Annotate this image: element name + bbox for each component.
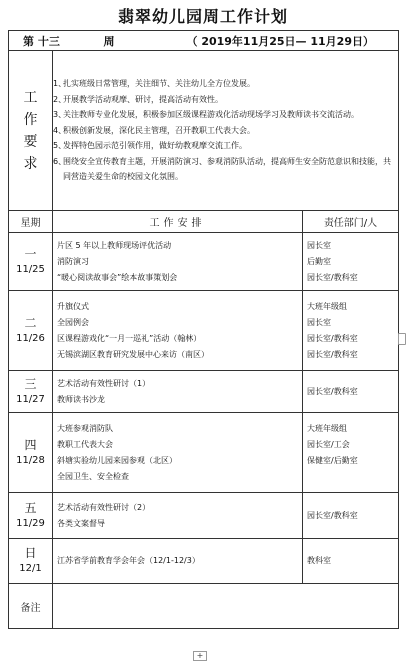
department-cell [303,371,399,413]
day-cell [9,291,53,371]
department-item [307,469,398,485]
requirements-label [9,51,53,211]
department-item: 园长室 [307,317,331,327]
day-date: 11/26 [16,332,45,344]
department-item: 大班年级组 [307,301,347,311]
requirement-number: 2、 [53,94,67,104]
department-item: 园长室/教科室 [307,510,358,520]
activity-item: 片区 5 年以上教师现场评优活动 [57,240,172,250]
requirements-label-char: 作 [23,111,38,128]
activity-item: 斜塘实验幼儿园来园参观（北区） [57,455,177,465]
department-cell [303,233,399,291]
table-resize-handle[interactable]: + [193,651,207,661]
day-row [9,493,399,539]
day-date: 11/28 [16,454,45,466]
requirement-number: 5、 [53,141,67,151]
activity-item: 全园例会 [57,317,89,327]
day-name: 四 [24,437,37,452]
activity-item: 江苏省学前教育学会年会（12/1-12/3） [57,556,200,565]
day-date: 11/25 [16,263,45,275]
department-item: 大班年级组 [307,423,347,433]
requirement-item [53,76,394,92]
activity-item: 升旗仪式 [57,301,89,311]
requirement-item [53,92,394,108]
note-label: 备注 [9,584,53,629]
week-number: 十三 [37,34,60,48]
requirement-text: 关注教师专业化发展，积极参加区级课程游戏化活动现场学习及教师读书交流活动。 [63,110,359,120]
activity-item: “暖心阅读故事会”绘本故事策划会 [57,272,178,282]
department-cell [303,413,399,493]
department-item: 教科室 [307,556,331,565]
requirement-text: 开展教学活动观摩、研讨，提高活动有效性。 [63,94,223,104]
requirement-text: 扎实班级日常管理，关注细节、关注幼儿全方位发展。 [63,79,255,89]
day-name: 五 [24,500,37,515]
day-row [9,291,399,371]
activity-item: 教师读书沙龙 [57,394,105,404]
activity-item: 无锡滨湖区教育研究发展中心来访（南区） [57,349,209,359]
requirement-text: 围绕安全宣传教育主题，开展消防演习、参观消防队活动，提高师生安全防范意识和技能，共同营造关爱生命的校园文化氛围。 [63,156,391,182]
day-cell [9,413,53,493]
requirements-label-char: 工 [23,89,38,106]
activity-item: 艺术活动有效性研讨（1） [57,378,151,388]
day-name: 二 [24,315,37,330]
day-name: 日 [24,546,37,560]
activity-item: 教职工代表大会 [57,439,113,449]
activity-item: 消防演习 [57,256,89,266]
requirements-label-char: 求 [23,155,38,172]
department-item: 保健室/后勤室 [307,455,358,465]
day-date: 11/29 [16,517,45,529]
requirement-text: 发挥特色园示范引领作用，做好幼教观摩交流工作。 [63,141,247,151]
department-item: 园长室/教科室 [307,333,358,343]
activity-cell [53,493,303,539]
department-item: 园长室/教科室 [307,272,358,282]
activity-item: 各类文案督导 [57,518,105,528]
activity-item: 区课程游戏化“一月一巡礼”活动（翰林） [57,333,202,343]
activity-cell [53,413,303,493]
week-row [9,31,399,51]
day-cell [9,539,53,584]
activity-cell [53,539,303,584]
requirement-number: 4、 [53,125,67,135]
note-content[interactable] [53,584,399,629]
day-row [9,233,399,291]
department-cell [303,291,399,371]
requirement-text: 积极创新发展，深化民主管理，召开教职工代表大会。 [63,125,255,135]
requirement-number: 1、 [53,79,67,89]
arrangement-column-header: 工作安排 [53,211,303,233]
day-date: 12/1 [19,563,42,574]
requirement-item [53,138,394,154]
weekly-plan-table [8,30,399,629]
day-row [9,539,399,584]
page-edge-marker [398,333,406,345]
requirement-item [53,107,394,123]
day-cell [9,233,53,291]
department-item: 园长室/教科室 [307,349,358,359]
activity-cell [53,291,303,371]
week-suffix: 周 [103,34,115,48]
department-item: 后勤室 [307,256,331,266]
activity-cell [53,371,303,413]
activity-cell [53,233,303,291]
activity-item: 全园卫生、安全检查 [57,471,129,481]
day-date: 11/27 [16,393,45,405]
week-prefix: 第 [23,34,34,48]
requirement-item [53,123,394,139]
requirements-list [53,51,399,211]
department-column-header: 责任部门/人 [303,211,399,233]
day-row [9,371,399,413]
page-title: 翡翠幼儿园周工作计划 [117,7,288,26]
day-row [9,413,399,493]
activity-item: 艺术活动有效性研讨（2） [57,502,151,512]
department-item: 园长室 [307,240,331,250]
week-date-range: （ 2019年11月25日— 11月29日） [186,34,374,48]
day-column-header: 星期 [9,211,53,233]
department-item: 园长室/工会 [307,439,350,449]
department-cell [303,493,399,539]
day-cell [9,371,53,413]
department-item: 园长室/教科室 [307,386,358,396]
requirement-item [53,154,394,185]
requirements-label-char: 要 [23,133,38,150]
activity-item: 大班参观消防队 [57,423,113,433]
day-name: 一 [24,246,37,261]
requirements-label-text [9,87,52,175]
department-cell [303,539,399,584]
requirement-number: 6、 [53,156,67,166]
day-cell [9,493,53,539]
requirement-number: 3、 [53,110,67,120]
day-name: 三 [24,376,37,391]
